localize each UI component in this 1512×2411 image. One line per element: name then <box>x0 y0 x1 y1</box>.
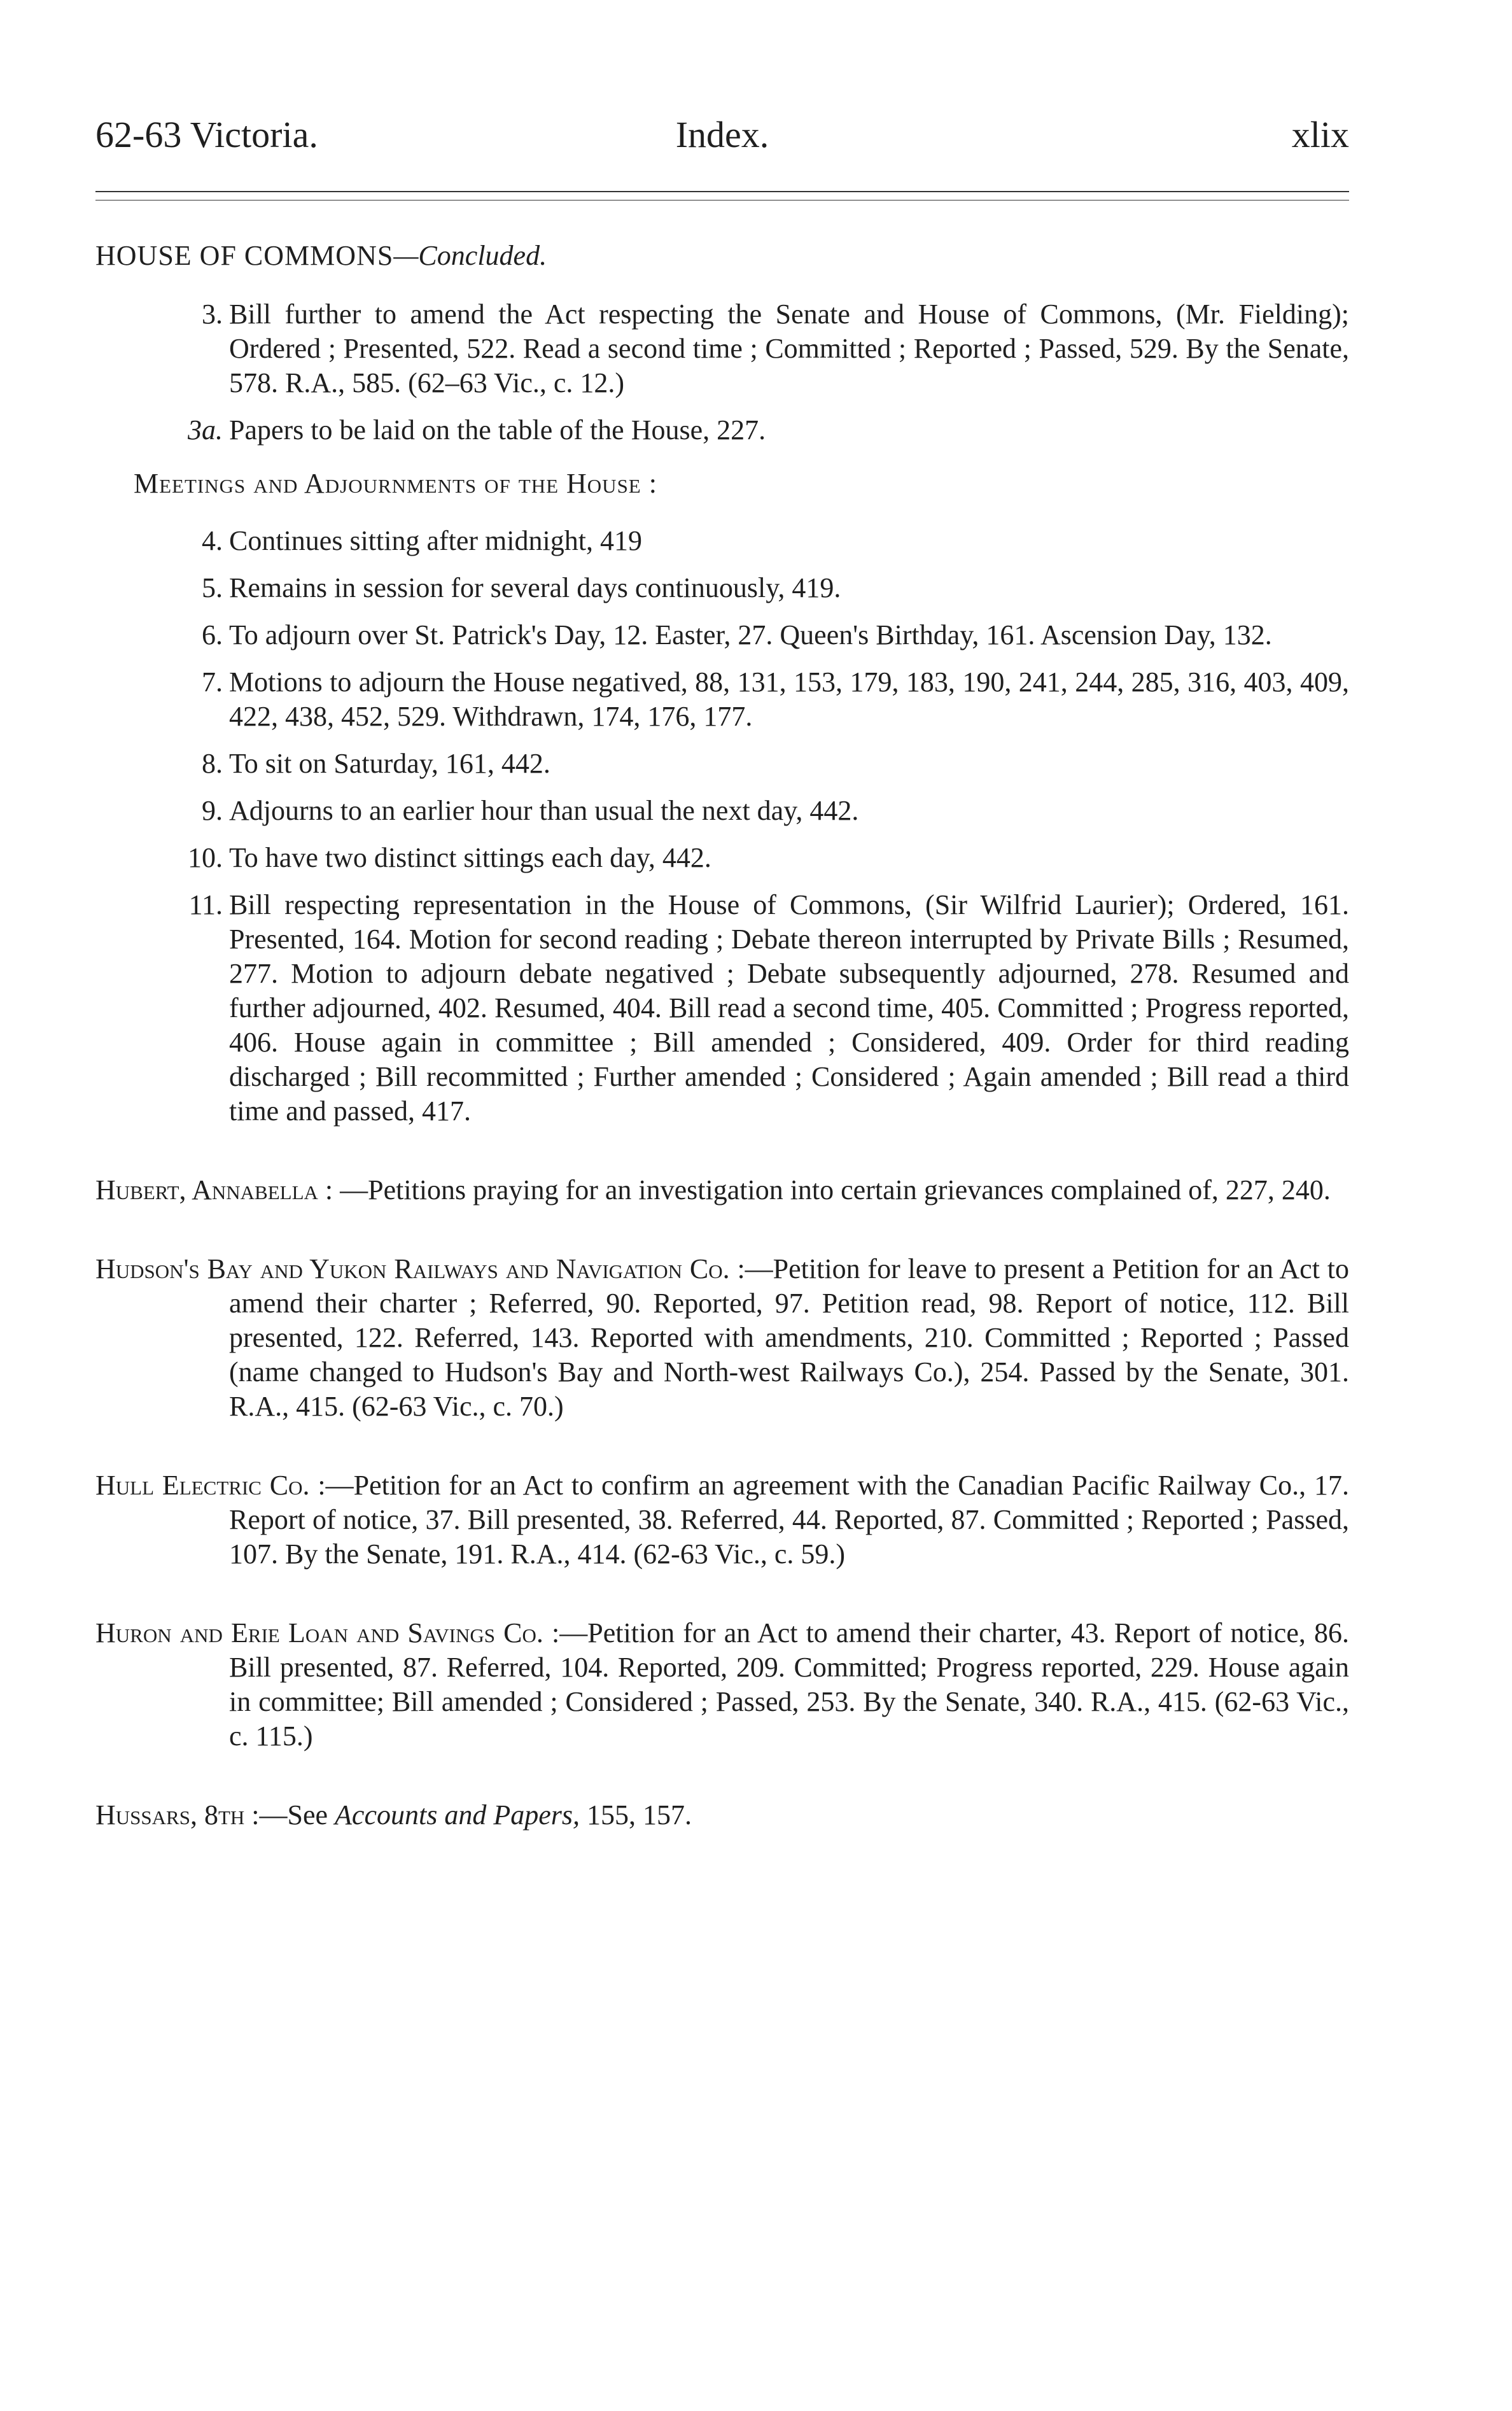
header-rule <box>95 191 1349 192</box>
item-number: 5. <box>202 572 223 603</box>
index-item <box>95 571 1349 605</box>
entry-head: Huron and Erie Loan and Savings Co. : <box>95 1617 560 1648</box>
index-item <box>95 524 1349 558</box>
item-number: 3a. <box>188 414 223 446</box>
running-head-left: 62-63 Victoria. <box>95 114 318 155</box>
index-entry-hull-electric <box>95 1468 1349 1571</box>
item-text: Bill respecting representation in the House of Commons, (Sir Wilfrid Laurier); Ordered, 161. Presented, 164. Motion for second reading ; Debate thereon interrupted by Private Bills ; Resumed, 277. Motion to adjourn debate negatived ; Debate subsequently adjourned, 278. Resumed and further adjourned, 402. Resumed, 404. Bill read a second time, 405. Committed ; Progress reported, 406. House again in committee ; Bill amended ; Considered, 409. Order for third reading discharged ; Bill recommitted ; Further amended ; Considered ; Again amended ; Bill read a third time and passed, 417. <box>229 889 1349 1127</box>
item-text: Bill further to amend the Act respecting the Senate and House of Commons, (Mr. Fielding); Ordered ; Presented, 522. Read a second time ; Committed ; Reported ; Passed, 529. By the Senate, 578. R.A., 585. (62–63 Vic., c. 12.) <box>229 299 1349 398</box>
item-text: To adjourn over St. Patrick's Day, 12. Easter, 27. Queen's Birthday, 161. Ascension Day, 132. <box>229 619 1272 650</box>
index-item <box>95 297 1349 400</box>
index-entry-hubert <box>95 1173 1349 1207</box>
subsection-heading: Meetings and Adjournments of the House : <box>134 468 657 499</box>
page-number: xlix <box>1291 114 1349 155</box>
section-heading-continued: —Concluded. <box>393 240 547 271</box>
item-text: To have two distinct sittings each day, 442. <box>229 842 711 873</box>
section-heading-title: HOUSE OF COMMONS <box>95 240 394 271</box>
entry-text: —Petition for leave to present a Petition for an Act to amend their charter ; Referred, 90. Reported, 97. Petition read, 98. Report of notice, 112. Bill presented, 122. Referred, 143. Reported with amendments, 210. Committed ; Reported ; Passed (name changed to Hudson's Bay and North-west Railways Co.), 254. Passed by the Senate, 301. R.A., 415. (62-63 Vic., c. 70.) <box>229 1253 1349 1422</box>
item-number: 8. <box>202 748 223 779</box>
item-number: 4. <box>202 525 223 556</box>
section-heading <box>95 239 1349 273</box>
item-text: Remains in session for several days continuously, 419. <box>229 572 841 603</box>
running-head-title: Index. <box>675 114 769 155</box>
entry-head: Hubert, Annabella : <box>95 1174 333 1206</box>
index-content <box>95 239 1349 1832</box>
item-number: 10. <box>188 842 223 873</box>
item-number: 6. <box>202 619 223 650</box>
index-entry-huron-erie <box>95 1616 1349 1754</box>
index-entry-hudsons-bay <box>95 1252 1349 1424</box>
index-item <box>95 794 1349 828</box>
item-number: 9. <box>202 795 223 826</box>
item-text: Continues sitting after midnight, 419 <box>229 525 642 556</box>
entry-text: —See <box>259 1799 335 1831</box>
index-item <box>95 888 1349 1128</box>
item-number: 11. <box>188 889 223 920</box>
index-item <box>95 747 1349 781</box>
entry-text: —Petitions praying for an investigation into certain grievances complained of, 227, 240. <box>333 1174 1331 1206</box>
running-head <box>95 113 1349 158</box>
entry-text: —Petition for an Act to confirm an agreement with the Canadian Pacific Railway Co., 17. Report of notice, 37. Bill presented, 38. Referred, 44. Reported, 87. Committed ; Reported ; Passed, 107. By the Senate, 191. R.A., 414. (62-63 Vic., c. 59.) <box>229 1470 1349 1570</box>
item-number: 3. <box>202 299 223 330</box>
index-item <box>95 618 1349 652</box>
item-text: Papers to be laid on the table of the House, 227. <box>229 414 766 446</box>
entry-head: Hussars, 8th : <box>95 1799 260 1831</box>
entry-head: Hudson's Bay and Yukon Railways and Navigation Co. : <box>95 1253 745 1284</box>
index-entry-hussars <box>95 1798 1349 1832</box>
entry-cross-reference: Accounts and Papers, <box>335 1799 580 1831</box>
entry-text: —Petition for an Act to amend their charter, 43. Report of notice, 86. Bill presented, 87. Referred, 104. Reported, 209. Committed; Progress reported, 229. House again in committee; Bill amended ; Considered ; Passed, 253. By the Senate, 340. R.A., 415. (62-63 Vic., c. 115.) <box>229 1617 1349 1752</box>
item-text: Adjourns to an earlier hour than usual the next day, 442. <box>229 795 859 826</box>
item-text: Motions to adjourn the House negatived, 88, 131, 153, 179, 183, 190, 241, 244, 285, 316, 403, 409, 422, 438, 452, 529. Withdrawn, 174, 176, 177. <box>229 666 1349 732</box>
index-item <box>95 413 1349 447</box>
entry-head: Hull Electric Co. : <box>95 1470 326 1501</box>
index-item <box>95 665 1349 734</box>
item-text: To sit on Saturday, 161, 442. <box>229 748 550 779</box>
item-number: 7. <box>202 666 223 698</box>
entry-pages: 155, 157. <box>579 1799 692 1831</box>
index-item <box>95 841 1349 875</box>
